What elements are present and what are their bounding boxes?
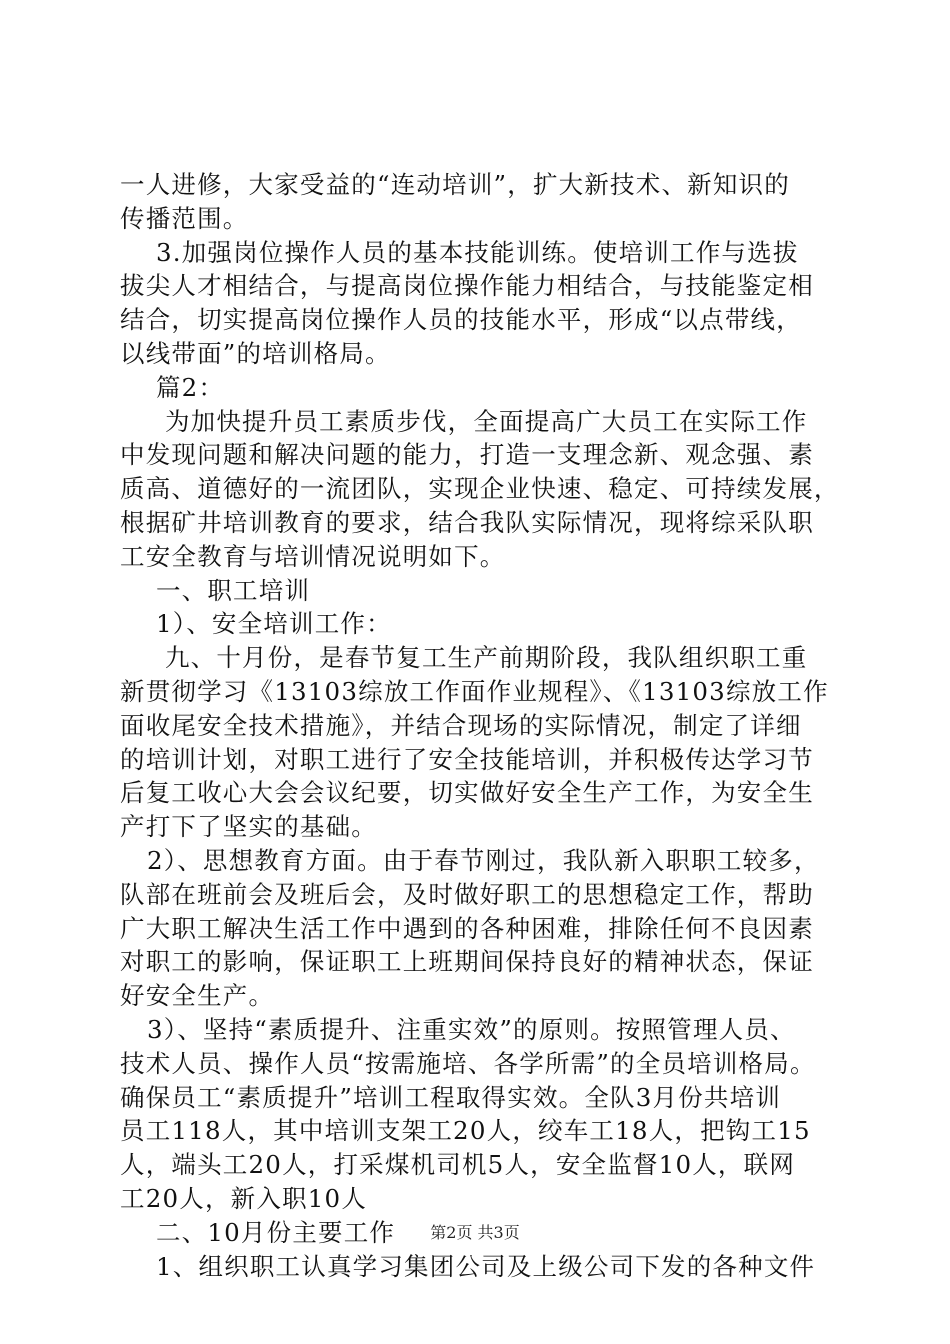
text-line: 1）、安全培训工作： [120, 609, 392, 639]
text-line: 九、十月份，是春节复工生产前期阶段，我队组织职工重 [120, 643, 808, 673]
text-line: 对职工的影响，保证职工上班期间保持良好的精神状态，保证 [120, 947, 814, 977]
text-line: 篇2： [120, 372, 225, 402]
text-line: 一人进修，大家受益的“连动培训”，扩大新技术、新知识的 [120, 170, 790, 199]
text-line: 1、组织职工认真学习集团公司及上级公司下发的各种文件 [120, 1251, 816, 1281]
text-line: 质高、道德好的一流团队，实现企业快速、稳定、可持续发展， [120, 474, 840, 504]
text-line: 广大职工解决生活工作中遇到的各种困难，排除任何不良因素 [120, 913, 814, 943]
text-line: 传播范围。 [120, 203, 249, 233]
text-line: 好安全生产。 [120, 981, 275, 1011]
text-line: 一、职工培训 [120, 575, 311, 605]
text-line: 为加快提升员工素质步伐，全面提高广大员工在实际工作 [120, 406, 808, 436]
text-line: 后复工收心大会会议纪要，切实做好安全生产工作，为安全生 [120, 778, 814, 808]
text-line: 中发现问题和解决问题的能力，打造一支理念新、观念强、素 [120, 440, 814, 470]
text-line: 的培训计划，对职工进行了安全技能培训，并积极传达学习节 [120, 744, 814, 774]
text-line: 技术人员、操作人员“按需施培、各学所需”的全员培训格局。 [120, 1048, 816, 1078]
page-footer: 第2页 共3页 [430, 1223, 520, 1242]
text-line: 产打下了坚实的基础。 [120, 812, 377, 842]
text-line: 员工118人，其中培训支架工20人，绞车工18人，把钩工15 [120, 1116, 811, 1146]
text-line: 根据矿井培训教育的要求，结合我队实际情况，现将综采队职 [120, 507, 814, 537]
text-line: 拔尖人才相结合，与提高岗位操作能力相结合，与技能鉴定相 [120, 271, 814, 301]
text-line: 2）、思想教育方面。由于春节刚过，我队新入职职工较多， [120, 845, 820, 875]
text-line: 新贯彻学习《13103综放工作面作业规程》、《13103综放工作 [120, 676, 829, 706]
text-line: 工安全教育与培训情况说明如下。 [120, 541, 506, 571]
text-line: 工20人，新入职10人 [120, 1183, 368, 1213]
text-line: 3.加强岗位操作人员的基本技能训练。使培训工作与选拔 [120, 237, 799, 267]
text-line: 结合，切实提高岗位操作人员的技能水平，形成“以点带线， [120, 305, 802, 335]
text-line: 队部在班前会及班后会，及时做好职工的思想稳定工作，帮助 [120, 879, 814, 909]
text-line: 以线带面”的培训格局。 [120, 338, 391, 368]
text-line: 二、10月份主要工作 [120, 1217, 396, 1247]
document-body [120, 168, 840, 1283]
text-line: 面收尾安全技术措施》，并结合现场的实际情况，制定了详细 [120, 710, 802, 740]
text-line: 确保员工“素质提升”培训工程取得实效。全队3月份共培训 [120, 1082, 782, 1112]
text-line: 人，端头工20人，打采煤机司机5人，安全监督10人，联网 [120, 1150, 796, 1180]
text-line: 3）、坚持“素质提升、注重实效”的原则。按照管理人员、 [120, 1014, 796, 1044]
